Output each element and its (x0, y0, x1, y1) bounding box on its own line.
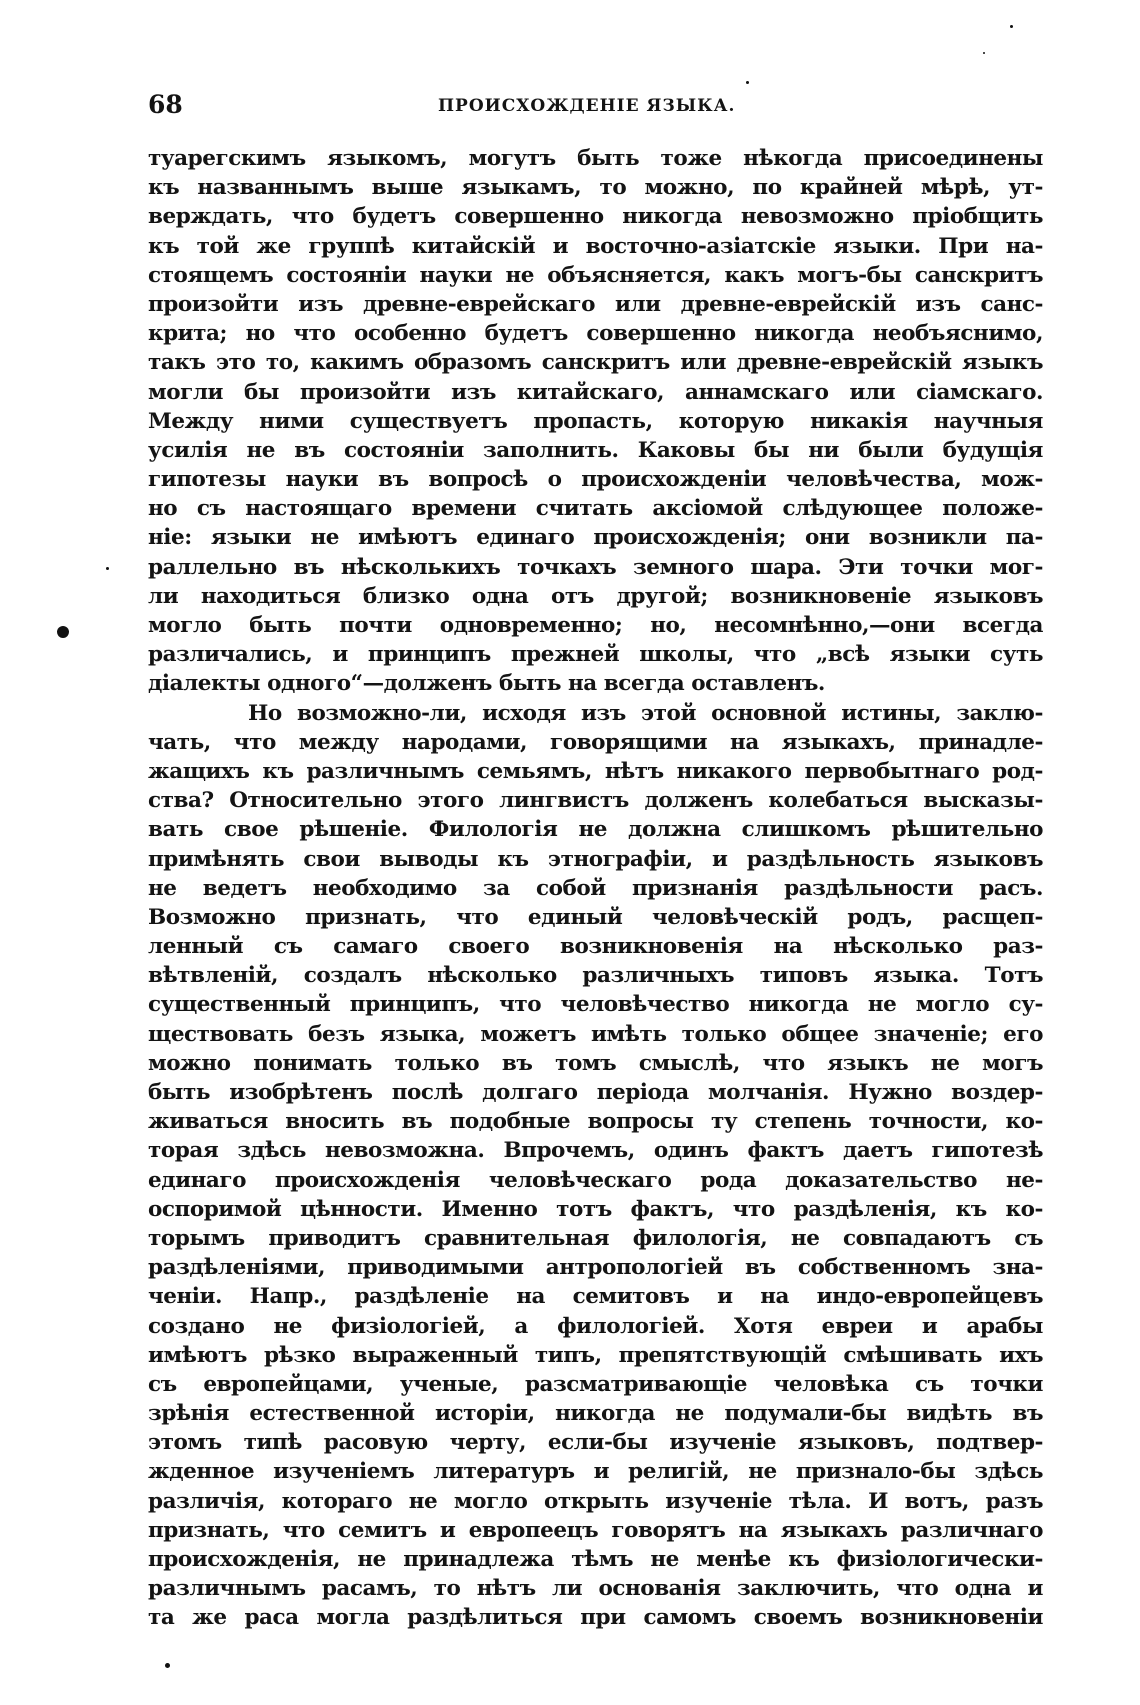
running-title: ПРОИСХОЖДЕНІЕ ЯЗЫКА. (438, 96, 736, 116)
text-line: чать, что между народами, говорящими на языкахъ, принадле- (148, 729, 1043, 755)
text-line: ченіи. Напр., раздѣленіе на семитовъ и на индо-европейцевъ (148, 1284, 1043, 1310)
text-line: зрѣнія естественной исторіи, никогда не подумали-бы видѣть въ (148, 1401, 1043, 1427)
text-line: жащихъ къ различнымъ семьямъ, нѣтъ никакого первобытнаго род- (148, 758, 1043, 784)
text-line: Между ними существуетъ пропасть, которую никакія научныя (148, 408, 1043, 434)
ink-speck (746, 81, 749, 84)
text-line: различались, и принципъ прежней школы, что „всѣ языки суть (148, 642, 1043, 668)
text-line: происхожденія, не принадлежа тѣмъ не менѣе къ физіологически- (148, 1547, 1043, 1572)
text-line: имѣютъ рѣзко выраженный типъ, препятствующій смѣшивать ихъ (148, 1342, 1043, 1368)
text-line: живаться вносить въ подобные вопросы ту степень точности, ко- (148, 1109, 1043, 1135)
text-line: торая здѣсь невозможна. Впрочемъ, одинъ фактъ даетъ гипотезѣ (148, 1138, 1043, 1164)
page-number: 68 (148, 90, 183, 119)
text-line: Возможно признать, что единый человѣческій родъ, расщеп- (148, 904, 1043, 930)
text-line: не ведетъ необходимо за собой признанія раздѣльности расъ. (148, 875, 1043, 901)
ink-speck (983, 52, 985, 54)
text-line: ществовать безъ языка, можетъ имѣть только общее значеніе; его (148, 1021, 1043, 1047)
paragraph-start-line: Но возможно-ли, исходя изъ этой основной истины, заклю- (248, 700, 1043, 726)
text-line: могли бы произойти изъ китайскаго, аннамскаго или сіамскаго. (148, 379, 1043, 405)
text-line: оспоримой цѣнности. Именно тотъ фактъ, что раздѣленія, къ ко- (148, 1196, 1043, 1222)
text-line: та же раса могла раздѣлиться при самомъ своемъ возникновеніи (148, 1605, 1043, 1631)
text-line: съ европейцами, ученые, разсматривающіе человѣка съ точки (148, 1371, 1043, 1397)
text-line: произойти изъ древне-еврейскаго или древне-еврейскій изъ санс- (148, 291, 1043, 317)
text-line: этомъ типѣ расовую черту, если-бы изученіе языковъ, подтвер- (148, 1430, 1043, 1456)
ink-speck (1010, 25, 1013, 28)
paragraph-end-line: діалекты одного“—долженъ быть на всегда оставленъ. (148, 671, 825, 697)
page-header (148, 90, 1043, 130)
text-line: жденное изученіемъ литературъ и религій, не признало-бы здѣсь (148, 1459, 1043, 1485)
text-line: можно понимать только въ томъ смыслѣ, что языкъ не могъ (148, 1050, 1043, 1076)
text-line: вѣтвленій, создалъ нѣсколько различныхъ типовъ языка. Тотъ (148, 963, 1043, 989)
text-line: различія, котораго не могло открыть изученіе тѣла. И вотъ, разъ (148, 1488, 1043, 1514)
text-line: торымъ приводитъ сравнительная филологія, не совпадаютъ съ (148, 1225, 1043, 1251)
text-line: существенный принципъ, что человѣчество никогда не могло су- (148, 992, 1043, 1018)
text-line: къ названнымъ выше языкамъ, то можно, по крайней мѣрѣ, ут- (148, 175, 1043, 201)
ink-blot (57, 626, 69, 638)
text-line: единаго происхожденія человѣческаго рода доказательство не- (148, 1167, 1043, 1193)
text-line: признать, что семитъ и европеецъ говорятъ на языкахъ различнаго (148, 1517, 1043, 1543)
text-line: ніе: языки не имѣютъ единаго происхожденія; они возникли па- (148, 525, 1043, 551)
text-line: усилія не въ состояніи заполнить. Каковы бы ни были будущія (148, 437, 1043, 463)
text-line: раллельно въ нѣсколькихъ точкахъ земного шара. Эти точки мог- (148, 554, 1043, 580)
text-line: ли находиться близко одна отъ другой; возникновеніе языковъ (148, 583, 1043, 609)
text-line: создано не физіологіей, а филологіей. Хотя евреи и арабы (148, 1313, 1043, 1339)
text-line: могло быть почти одновременно; но, несомнѣнно,—они всегда (148, 613, 1043, 638)
ink-speck (106, 567, 109, 570)
text-line: стоящемъ состояніи науки не объясняется, какъ могъ-бы санскритъ (148, 262, 1043, 288)
text-line: крита; но что особенно будетъ совершенно никогда необъяснимо, (148, 321, 1043, 347)
body-text (148, 144, 1043, 1633)
text-line: примѣнять свои выводы къ этнографіи, и раздѣльность языковъ (148, 846, 1043, 872)
text-line: ства? Относительно этого лингвистъ долженъ колебаться высказы- (148, 788, 1043, 814)
text-line: верждать, что будетъ совершенно никогда невозможно пріобщить (148, 204, 1043, 230)
ink-speck (165, 1663, 170, 1668)
text-line: туарегскимъ языкомъ, могутъ быть тоже нѣкогда присоединены (148, 146, 1043, 171)
text-line: такъ это то, какимъ образомъ санскритъ или древне-еврейскій языкъ (148, 350, 1043, 376)
text-line: различнымъ расамъ, то нѣтъ ли основанія заключить, что одна и (148, 1576, 1043, 1602)
text-line: вать свое рѣшеніе. Филологія не должна слишкомъ рѣшительно (148, 817, 1043, 843)
text-line: но съ настоящаго времени считать аксіомой слѣдующее положе- (148, 496, 1043, 522)
text-line: раздѣленіями, приводимыми антропологіей въ собственномъ зна- (148, 1255, 1043, 1281)
text-line: ленный съ самаго своего возникновенія на нѣсколько раз- (148, 934, 1043, 960)
text-line: гипотезы науки въ вопросѣ о происхожденіи человѣчества, мож- (148, 467, 1043, 493)
text-line: быть изобрѣтенъ послѣ долгаго періода молчанія. Нужно воздер- (148, 1080, 1043, 1105)
text-line: къ той же группѣ китайскій и восточно-азіатскіе языки. При на- (148, 233, 1043, 259)
